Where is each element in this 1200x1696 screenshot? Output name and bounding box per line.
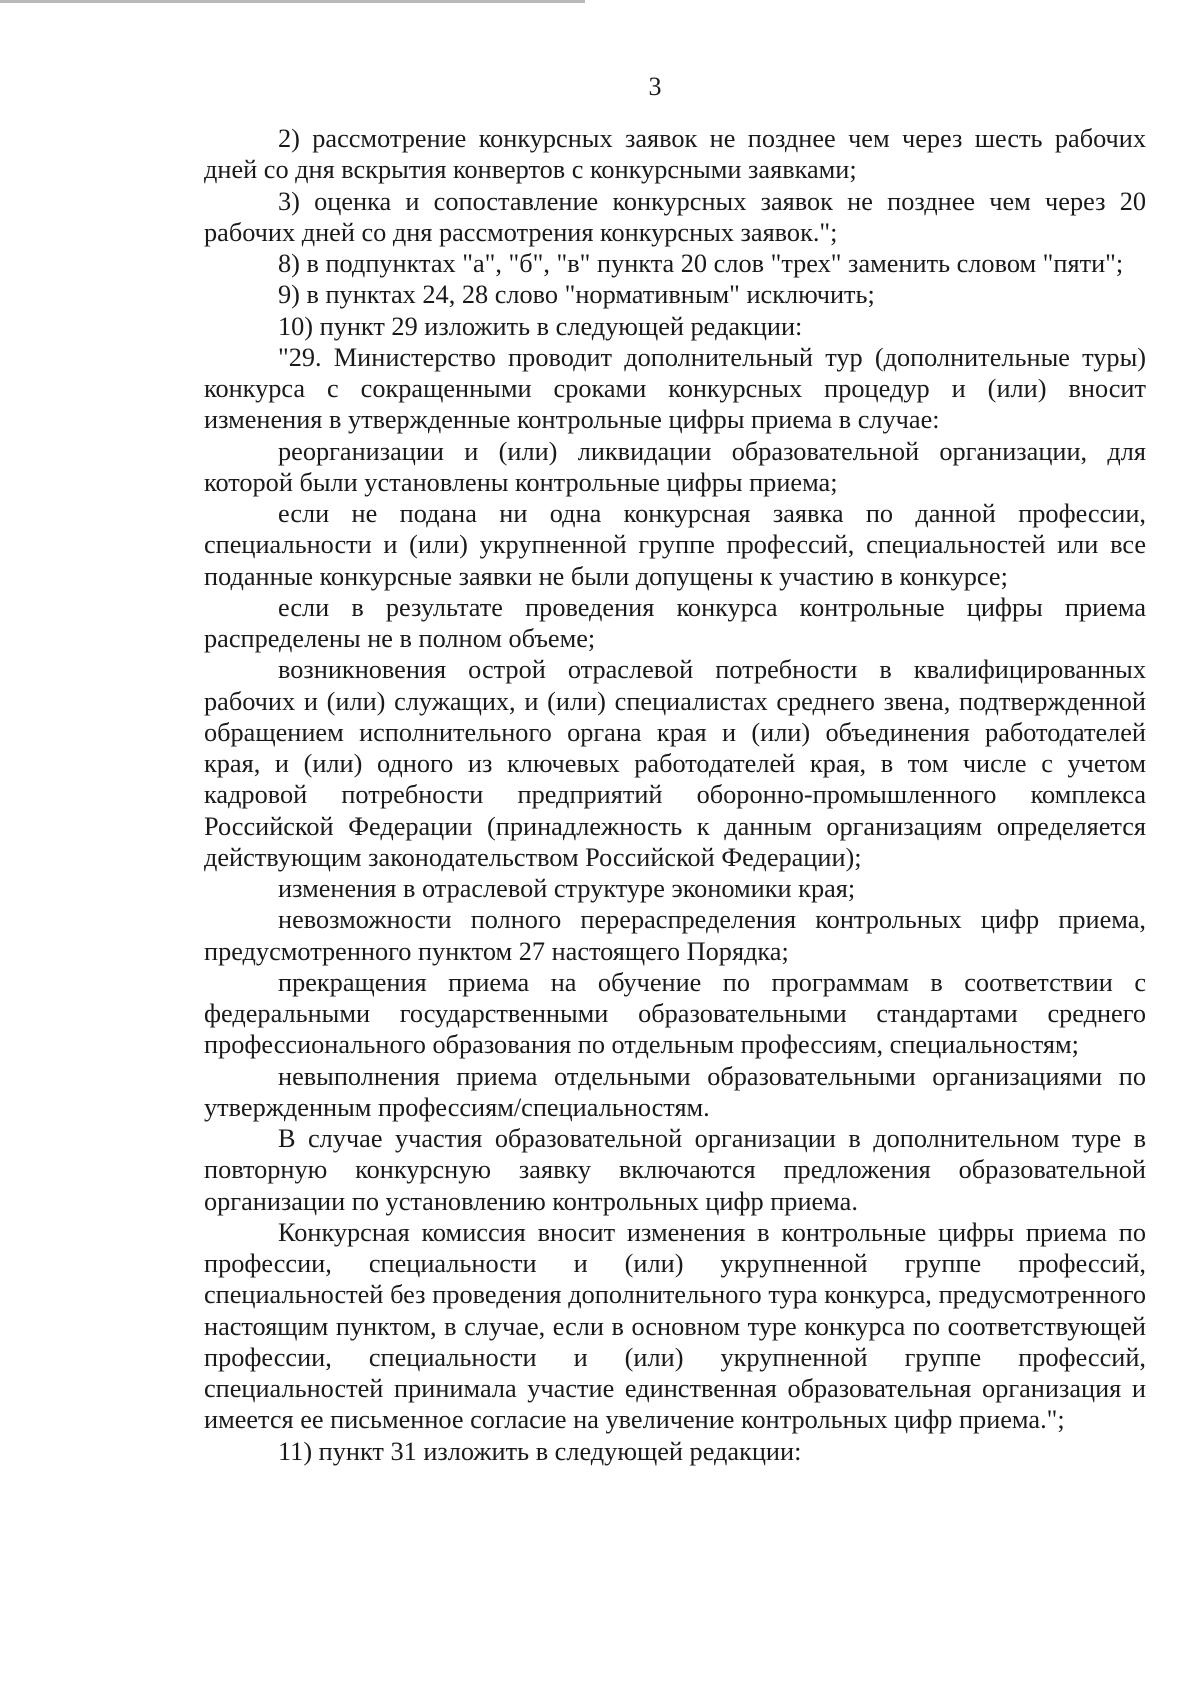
paragraph-additional-round: В случае участия образовательной организации в дополнительном туре в повторную конкурсную заявку включаются предложения образовательной организации по установлению контрольных цифр приема. [204, 1124, 1146, 1216]
scan-edge-top [0, 0, 585, 3]
paragraph-case-admission-failure: невыполнения приема отдельными образовательными организациями по утвержденным профессиям/специальностям. [204, 1061, 1146, 1122]
paragraph-case-economy-structure: изменения в отраслевой структуре экономики края; [278, 874, 856, 903]
paragraph-item-3: 3) оценка и сопоставление конкурсных заявок не позднее чем через 20 рабочих дней со дня рассмотрения конкурсных заявок."; [204, 186, 1146, 247]
paragraph-item-11: 11) пункт 31 изложить в следующей редакции: [278, 1436, 802, 1466]
paragraph-case-no-application: если не подана ни одна конкурсная заявка по данной профессии, специальности и (или) укрупненной группе профессий, специальностей или все поданные конкурсные заявки не были допущены к участию в конкурсе; [204, 499, 1146, 591]
paragraph-item-2: 2) рассмотрение конкурсных заявок не позднее чем через шесть рабочих дней со дня вскрытия конвертов с конкурсными заявками; [204, 124, 1146, 185]
paragraph-case-redistribution: невозможности полного перераспределения контрольных цифр приема, предусмотренного пунктом 27 настоящего Порядка; [204, 905, 1146, 966]
paragraph-item-8: 8) в подпунктах "а", "б", "в" пункта 20 слов "трех" заменить словом "пяти"; [278, 249, 1124, 278]
paragraph-item-10: 10) пункт 29 изложить в следующей редакции: [278, 311, 803, 341]
document-body [204, 123, 1146, 1467]
paragraph-case-admission-stop: прекращения приема на обучение по программам в соответствии с федеральными государственными образовательными стандартами среднего профессионального образования по отдельным профессиям, специальностям; [204, 967, 1146, 1060]
paragraph-case-reorganization: реорганизации и (или) ликвидации образовательной организации, для которой были установлены контрольные цифры приема; [204, 436, 1146, 497]
page-number: 3 [648, 72, 662, 101]
paragraph-case-incomplete-distribution: если в результате проведения конкурса контрольные цифры приема распределены не в полном объеме; [204, 592, 1146, 653]
paragraph-case-industry-demand: возникновения острой отраслевой потребности в квалифицированных рабочих и (или) служащих, и (или) специалистах среднего звена, подтвержденной обращением исполнительного органа края и (или) объединения работодателей края, и (или) одного из ключевых работодателей края, в том числе с учетом кадровой потребности предприятий оборонно-промышленного комплекса Российской Федерации (принадлежность к данным организациям определяется действующим законодательством Российской Федерации); [204, 655, 1146, 872]
paragraph-point-29: "29. Министерство проводит дополнительный тур (дополнительные туры) конкурса с сокращенными сроками конкурсных процедур и (или) вносит изменения в утвержденные контрольные цифры приема в случае: [204, 342, 1146, 435]
paragraph-item-9: 9) в пунктах 24, 28 слово "нормативным" исключить; [278, 280, 875, 310]
paragraph-commission-changes: Конкурсная комиссия вносит изменения в контрольные цифры приема по профессии, специальности и (или) укрупненной группе профессий, специальностей без проведения дополнительного тура конкурса, предусмотренного настоящим пунктом, в случае, если в основном туре конкурса по соответствующей профессии, специальности и (или) укрупненной группе профессий, специальностей принимала участие единственная образовательная организация и имеется ее письменное согласие на увеличение контрольных цифр приема."; [204, 1217, 1146, 1435]
